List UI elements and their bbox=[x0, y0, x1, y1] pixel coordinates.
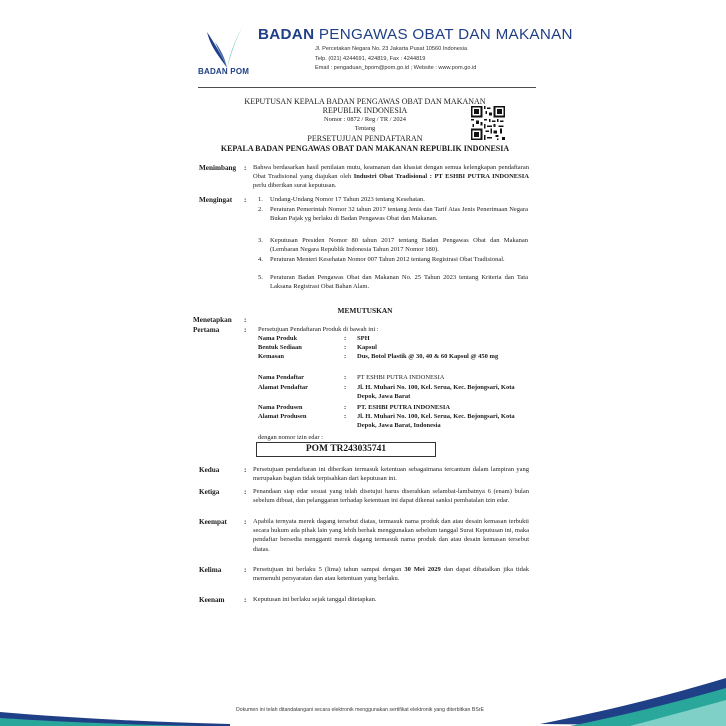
field-value-packaging: Dus, Botol Plastik @ 30, 40 & 60 Kapsul @ 450 mg bbox=[357, 353, 499, 360]
pertama-intro: Persetujuan Pendaftaran Produk di bawah ini : bbox=[258, 326, 379, 333]
decree-number: Nomor : 0872 / Reg / TR / 2024 bbox=[324, 116, 406, 123]
keenam-text: Keputusan ini berlaku sejak tanggal ditetapkan. bbox=[253, 596, 377, 603]
colon: : bbox=[344, 335, 347, 342]
field-label: Nama Pendaftar bbox=[258, 374, 305, 381]
field-label: Bentuk Sediaan bbox=[258, 344, 302, 351]
e-signature-note: Dokumen ini telah ditandatangani secara elektronik menggunakan sertifikat elektronik yang diterbitkan BSrE bbox=[236, 707, 484, 713]
mengingat-item: Peraturan Badan Pengawas Obat dan Makanan No. 25 Tahun 2023 tentang Kriteria dan Tata Laksana Registrasi Obat Bahan Alam. bbox=[270, 274, 528, 291]
field-label: Nama Produk bbox=[258, 335, 298, 342]
menimbang-label: Menimbang bbox=[199, 164, 237, 172]
keempat-text: Apabila ternyata merek dagang tersebut diatas, termasuk nama produk dan atau desain kemasan terbukti secara hukum ada pihak lain yang lebih berhak menggunakan sebelum tanggal Surat Keputusan ini, maka pendaftar bersedia mengganti merek dagang termasuk nama produk dan atau desain kemasan tersebut diatas. bbox=[253, 518, 529, 553]
colon: : bbox=[344, 353, 347, 360]
list-number: 2. bbox=[258, 206, 263, 213]
mengingat-item: Peraturan Pemerintah Nomor 32 tahun 2017 tentang Jenis dan Tarif Atas Jenis Penerimaan Negara Bukan Pajak yg berlaku di Badan Pengawas Obat dan Makanan. bbox=[270, 206, 528, 223]
memutuskan-heading: MEMUTUSKAN bbox=[337, 306, 393, 315]
colon: : bbox=[244, 566, 247, 574]
mengingat-item: Keputusan Presiden Nomor 80 tahun 2017 tentang Badan Pengawas Obat dan Makanan (Lembaran Negara Republik Indonesia Tahun 2017 Nomor 180). bbox=[270, 237, 528, 254]
field-value-manufacturer: PT. ESHBI PUTRA INDONESIA bbox=[357, 404, 451, 411]
colon: : bbox=[344, 404, 347, 411]
field-label: Alamat Pendaftar bbox=[258, 384, 309, 391]
colon: : bbox=[244, 488, 247, 496]
list-number: 5. bbox=[258, 274, 263, 281]
menimbang-text: Bahwa berdasarkan hasil penilaian mutu, keamanan dan khasiat dengan semua kelengkapan pendaftaran Obat Tradisional yang diajukan oleh Industri Obat Tradisional : PT ESHBI PUTRA INDONESIA perlu diberikan surat keputusan. bbox=[253, 164, 529, 190]
colon: : bbox=[244, 164, 247, 172]
keempat-label: Keempat bbox=[199, 518, 227, 526]
colon: : bbox=[244, 466, 247, 474]
colon: : bbox=[244, 316, 247, 324]
colon: : bbox=[244, 196, 247, 204]
kelima-text: Persetujuan ini berlaku 5 (lima) tahun sampai dengan 30 Mei 2029 dan dapat dibatalkan jika tidak memenuhi persyaratan dan atau ketentuan yang berlaku. bbox=[253, 566, 530, 583]
mengingat-label: Mengingat bbox=[199, 196, 233, 204]
ketiga-label: Ketiga bbox=[199, 488, 220, 496]
badan-pom-logo-icon bbox=[205, 24, 245, 70]
agency-name: BADAN PENGAWAS OBAT DAN MAKANAN bbox=[258, 26, 573, 43]
email-line: Email : pengaduan_bpom@pom.go.id ; Website : www.pom.go.id bbox=[315, 65, 477, 71]
ketiga-text: Penandaan siap edar sesuai yang telah disetujui harus diserahkan selambat-lambatnya 6 (enam) bulan sebelum dibuat, dan pelanggaran terhadap ketentuan ini dapat dikenai sanksi pembatalan izin edar. bbox=[253, 488, 529, 505]
kelima-label: Kelima bbox=[199, 566, 222, 574]
phone-line: Telp. (021) 4244691, 424819, Fax : 4244819 bbox=[315, 56, 426, 62]
decree-title-line1: KEPUTUSAN KEPALA BADAN PENGAWAS OBAT DAN MAKANAN bbox=[244, 97, 486, 106]
field-value-registrant: PT ESHBI PUTRA INDONESIA bbox=[357, 374, 445, 381]
mengingat-item: Peraturan Menteri Kesehatan Nomor 007 Tahun 2012 tentang Registrasi Obat Tradisional. bbox=[270, 256, 505, 263]
colon: : bbox=[244, 326, 247, 334]
decree-subject-line2: KEPALA BADAN PENGAWAS OBAT DAN MAKANAN REPUBLIK INDONESIA bbox=[220, 144, 510, 153]
colon: : bbox=[244, 596, 247, 604]
pertama-label: Pertama bbox=[193, 326, 220, 334]
field-value-product-name: SPH bbox=[357, 335, 370, 342]
address-line: Jl. Percetakan Negara No. 23 Jakarta Pusat 10560 Indonesia bbox=[315, 46, 468, 52]
list-number: 1. bbox=[258, 196, 263, 203]
registration-number-box: POM TR243035741 bbox=[256, 442, 436, 457]
field-label: Kemasan bbox=[258, 353, 284, 360]
registration-intro: dengan nomor izin edar : bbox=[258, 434, 323, 441]
menetapkan-label: Menetapkan bbox=[193, 316, 232, 324]
field-value-registrant-address: Jl. H. Muhari No. 100, Kel. Serua, Kec. Bojongsari, Kota Depok, Jawa Barat bbox=[357, 384, 515, 401]
field-label: Nama Produsen bbox=[258, 404, 303, 411]
kedua-text: Persetujuan pendaftaran ini diberikan termasuk ketentuan sebagaimana tercantum dalam lampiran yang merupakan bagian tidak terpisahkan dari keputusan ini. bbox=[253, 466, 529, 483]
colon: : bbox=[344, 344, 347, 351]
colon: : bbox=[344, 374, 347, 381]
logo-label: BADAN POM bbox=[198, 67, 250, 76]
list-number: 4. bbox=[258, 256, 263, 263]
header-divider bbox=[198, 87, 536, 88]
field-value-dosage-form: Kapsul bbox=[357, 344, 377, 351]
field-label: Alamat Produsen bbox=[258, 413, 307, 420]
decree-subject-line1: PERSETUJUAN PENDAFTARAN bbox=[307, 134, 423, 143]
decree-about: Tentang bbox=[354, 125, 376, 132]
footer-wave-decoration bbox=[0, 678, 726, 726]
colon: : bbox=[344, 384, 347, 391]
colon: : bbox=[244, 518, 247, 526]
list-number: 3. bbox=[258, 237, 263, 244]
colon: : bbox=[344, 413, 347, 420]
decree-title-line2: REPUBLIK INDONESIA bbox=[322, 106, 408, 115]
field-value-manufacturer-address: Jl. H. Muhari No. 100, Kel. Serua, Kec. Bojongsari, Kota Depok, Jawa Barat, Indonesia bbox=[357, 413, 515, 430]
keenam-label: Keenam bbox=[199, 596, 225, 604]
kedua-label: Kedua bbox=[199, 466, 220, 474]
mengingat-item: Undang-Undang Nomor 17 Tahun 2023 tentang Kesehatan. bbox=[270, 196, 425, 203]
